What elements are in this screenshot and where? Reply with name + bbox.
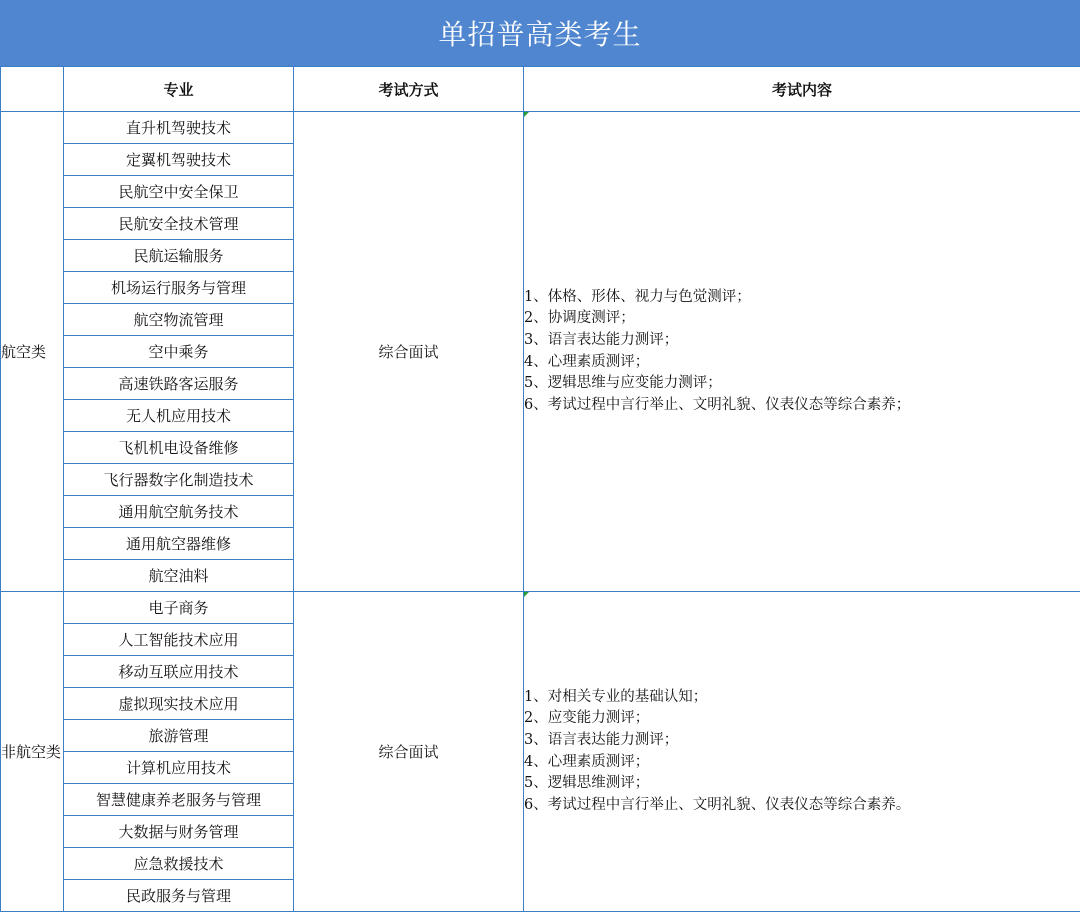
content-list <box>524 687 1080 817</box>
major-cell[interactable]: 民航安全技术管理 <box>64 208 294 240</box>
major-cell[interactable]: 机场运行服务与管理 <box>64 272 294 304</box>
header-major[interactable]: 专业 <box>64 67 294 112</box>
major-cell[interactable]: 高速铁路客运服务 <box>64 368 294 400</box>
method-cell[interactable]: 综合面试 <box>294 592 524 912</box>
header-content[interactable]: 考试内容 <box>524 67 1080 112</box>
major-cell[interactable]: 虚拟现实技术应用 <box>64 688 294 720</box>
major-cell[interactable]: 定翼机驾驶技术 <box>64 144 294 176</box>
major-cell[interactable]: 无人机应用技术 <box>64 400 294 432</box>
content-cell[interactable] <box>524 592 1080 912</box>
header-row <box>1 67 1080 112</box>
table-row <box>1 112 1080 144</box>
major-cell[interactable]: 民航空中安全保卫 <box>64 176 294 208</box>
content-item: 3、语言表达能力测评； <box>524 731 679 748</box>
major-cell[interactable]: 移动互联应用技术 <box>64 656 294 688</box>
table-row <box>1 592 1080 624</box>
comment-indicator-icon <box>524 592 529 597</box>
header-method[interactable]: 考试方式 <box>294 67 524 112</box>
major-cell[interactable]: 通用航空航务技术 <box>64 496 294 528</box>
sheet-title: 单招普高类考生 <box>0 0 1080 66</box>
admissions-table <box>0 66 1080 912</box>
content-item: 5、逻辑思维与应变能力测评； <box>524 375 722 392</box>
content-item: 4、心理素质测评； <box>524 753 650 770</box>
content-list <box>524 287 1080 417</box>
major-cell[interactable]: 大数据与财务管理 <box>64 816 294 848</box>
content-item: 4、心理素质测评； <box>524 353 650 370</box>
major-cell[interactable]: 通用航空器维修 <box>64 528 294 560</box>
content-item: 2、应变能力测评； <box>524 710 650 727</box>
category-cell[interactable]: 非航空类 <box>1 592 64 912</box>
content-item: 3、语言表达能力测评； <box>524 331 679 348</box>
major-cell[interactable]: 飞行器数字化制造技术 <box>64 464 294 496</box>
content-item: 2、协调度测评； <box>524 310 635 327</box>
content-cell[interactable] <box>524 112 1080 592</box>
major-cell[interactable]: 民政服务与管理 <box>64 880 294 912</box>
major-cell[interactable]: 智慧健康养老服务与管理 <box>64 784 294 816</box>
comment-indicator-icon <box>524 112 529 117</box>
major-cell[interactable]: 直升机驾驶技术 <box>64 112 294 144</box>
major-cell[interactable]: 计算机应用技术 <box>64 752 294 784</box>
content-item: 5、逻辑思维测评； <box>524 775 650 792</box>
major-cell[interactable]: 应急救援技术 <box>64 848 294 880</box>
category-cell[interactable]: 航空类 <box>1 112 64 592</box>
content-item: 1、体格、形体、视力与色觉测评； <box>524 288 751 305</box>
header-category[interactable] <box>1 67 64 112</box>
content-item: 6、考试过程中言行举止、文明礼貌、仪表仪态等综合素养； <box>524 396 911 413</box>
major-cell[interactable]: 电子商务 <box>64 592 294 624</box>
major-cell[interactable]: 空中乘务 <box>64 336 294 368</box>
major-cell[interactable]: 飞机机电设备维修 <box>64 432 294 464</box>
major-cell[interactable]: 人工智能技术应用 <box>64 624 294 656</box>
major-cell[interactable]: 民航运输服务 <box>64 240 294 272</box>
content-item: 6、考试过程中言行举止、文明礼貌、仪表仪态等综合素养。 <box>524 796 911 813</box>
content-item: 1、对相关专业的基础认知； <box>524 688 708 705</box>
major-cell[interactable]: 航空油料 <box>64 560 294 592</box>
method-cell[interactable]: 综合面试 <box>294 112 524 592</box>
major-cell[interactable]: 旅游管理 <box>64 720 294 752</box>
major-cell[interactable]: 航空物流管理 <box>64 304 294 336</box>
